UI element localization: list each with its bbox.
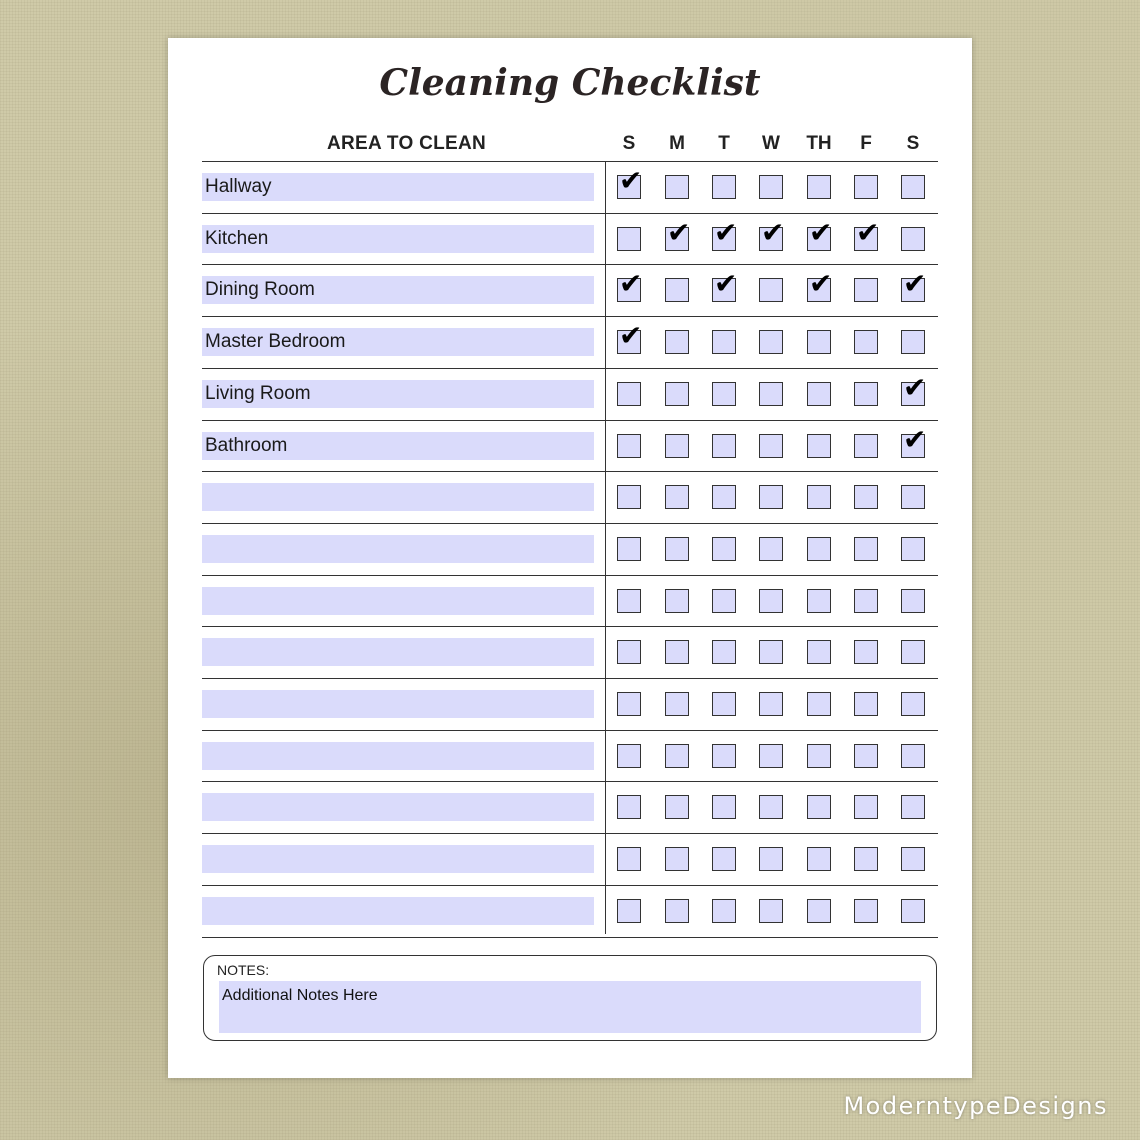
row-divider (202, 730, 938, 731)
day-checkbox[interactable] (854, 485, 878, 509)
day-checkbox[interactable] (901, 537, 925, 561)
day-checkbox[interactable] (854, 434, 878, 458)
day-checkbox[interactable] (807, 537, 831, 561)
area-field[interactable] (202, 897, 594, 925)
row-divider (202, 420, 938, 421)
day-checkbox[interactable] (665, 485, 689, 509)
day-checkbox[interactable] (807, 175, 831, 199)
area-field[interactable]: Living Room (202, 380, 594, 408)
area-field[interactable] (202, 638, 594, 666)
day-checkbox[interactable] (901, 847, 925, 871)
area-field[interactable] (202, 793, 594, 821)
day-checkbox[interactable] (901, 744, 925, 768)
day-checkbox[interactable] (854, 589, 878, 613)
row-divider (202, 161, 938, 162)
day-checkbox[interactable] (617, 164, 643, 199)
notes-box (203, 955, 937, 1041)
day-checkbox[interactable] (901, 267, 927, 302)
checkmark-icon: ✔ (667, 215, 691, 249)
day-checkbox[interactable] (665, 382, 689, 406)
day-checkbox[interactable] (807, 692, 831, 716)
day-checkbox[interactable] (807, 847, 831, 871)
day-header-6: S (906, 133, 920, 154)
day-checkbox[interactable] (665, 692, 689, 716)
day-checkbox[interactable] (854, 795, 878, 819)
day-checkbox[interactable] (807, 744, 831, 768)
day-checkbox[interactable] (617, 744, 641, 768)
area-field[interactable] (202, 845, 594, 873)
row-divider (202, 213, 938, 214)
day-checkbox[interactable] (665, 640, 689, 664)
checkmark-icon: ✔ (714, 215, 738, 249)
area-field[interactable]: Hallway (202, 173, 594, 201)
day-checkbox[interactable] (712, 215, 738, 251)
day-checkbox[interactable] (854, 175, 878, 199)
day-checkbox[interactable] (665, 744, 689, 768)
day-checkbox[interactable] (712, 847, 736, 871)
day-checkbox[interactable] (617, 382, 641, 406)
day-checkbox[interactable] (712, 795, 736, 819)
day-checkbox[interactable] (807, 382, 831, 406)
day-checkbox[interactable] (759, 175, 783, 199)
day-checkbox[interactable] (617, 227, 641, 251)
day-checkbox[interactable] (807, 330, 831, 354)
checkmark-icon: ✔ (619, 164, 643, 197)
day-checkbox[interactable] (665, 537, 689, 561)
row-divider (202, 316, 938, 317)
day-checkbox[interactable] (617, 692, 641, 716)
day-checkbox[interactable] (759, 589, 783, 613)
day-checkbox[interactable] (665, 434, 689, 458)
day-checkbox[interactable] (807, 434, 831, 458)
day-checkbox[interactable] (854, 692, 878, 716)
area-field[interactable]: Master Bedroom (202, 328, 594, 356)
row-divider (202, 471, 938, 472)
day-checkbox[interactable] (901, 227, 925, 251)
area-field[interactable]: Bathroom (202, 432, 594, 460)
day-checkbox[interactable] (712, 589, 736, 613)
day-checkbox[interactable] (617, 319, 643, 354)
row-divider (202, 678, 938, 679)
page-title: Cleaning Checklist (379, 62, 761, 104)
area-column-header: AREA TO CLEAN (327, 133, 487, 154)
area-field[interactable] (202, 690, 594, 718)
day-checkbox[interactable] (759, 744, 783, 768)
day-checkbox[interactable] (712, 330, 736, 354)
row-divider (202, 885, 938, 886)
day-checkbox[interactable] (759, 215, 785, 251)
day-checkbox[interactable] (854, 278, 878, 302)
day-checkbox[interactable] (901, 422, 927, 458)
checkmark-icon: ✔ (619, 267, 643, 301)
day-checkbox[interactable] (901, 640, 925, 664)
checkmark-icon: ✔ (714, 267, 738, 301)
day-checkbox[interactable] (759, 899, 783, 923)
day-checkbox[interactable] (759, 278, 783, 302)
day-header-4: TH (806, 133, 832, 154)
day-checkbox[interactable] (759, 382, 783, 406)
row-divider (202, 575, 938, 576)
area-field[interactable]: Kitchen (202, 225, 594, 253)
row-divider (202, 937, 938, 938)
day-checkbox[interactable] (854, 330, 878, 354)
row-divider (202, 626, 938, 627)
notes-label: NOTES: (217, 962, 270, 978)
day-checkbox[interactable] (712, 744, 736, 768)
row-divider (202, 368, 938, 369)
area-field[interactable] (202, 742, 594, 770)
day-checkbox[interactable] (854, 382, 878, 406)
day-checkbox[interactable] (617, 485, 641, 509)
day-checkbox[interactable] (759, 640, 783, 664)
checkmark-icon: ✔ (761, 215, 785, 249)
day-checkbox[interactable] (807, 795, 831, 819)
checkmark-icon: ✔ (856, 215, 880, 249)
day-checkbox[interactable] (759, 485, 783, 509)
day-checkbox[interactable] (759, 330, 783, 354)
day-checkbox[interactable] (712, 267, 738, 302)
day-checkbox[interactable] (901, 899, 925, 923)
day-checkbox[interactable] (759, 692, 783, 716)
day-checkbox[interactable] (854, 640, 878, 664)
day-checkbox[interactable] (665, 899, 689, 923)
day-checkbox[interactable] (759, 795, 783, 819)
row-divider (202, 833, 938, 834)
day-checkbox[interactable] (901, 330, 925, 354)
day-checkbox[interactable] (807, 589, 831, 613)
day-checkbox[interactable] (854, 899, 878, 923)
day-checkbox[interactable] (617, 434, 641, 458)
day-checkbox[interactable] (854, 847, 878, 871)
day-checkbox[interactable] (665, 589, 689, 613)
day-checkbox[interactable] (901, 795, 925, 819)
day-checkbox[interactable] (665, 330, 689, 354)
checkmark-icon: ✔ (809, 215, 833, 249)
day-header-1: M (669, 133, 685, 154)
day-checkbox[interactable] (712, 537, 736, 561)
day-checkbox[interactable] (617, 537, 641, 561)
day-checkbox[interactable] (665, 175, 689, 199)
day-checkbox[interactable] (617, 267, 643, 302)
day-checkbox[interactable] (712, 692, 736, 716)
day-header-2: T (718, 133, 730, 154)
checkmark-icon: ✔ (809, 267, 833, 301)
column-divider (605, 161, 606, 934)
day-header-5: F (860, 133, 872, 154)
day-checkbox[interactable] (712, 175, 736, 199)
checkmark-icon: ✔ (903, 267, 927, 301)
day-checkbox[interactable] (617, 795, 641, 819)
row-divider (202, 781, 938, 782)
day-checkbox[interactable] (617, 640, 641, 664)
day-checkbox[interactable] (901, 589, 925, 613)
checkmark-icon: ✔ (619, 319, 643, 353)
day-checkbox[interactable] (759, 847, 783, 871)
notes-field[interactable]: Additional Notes Here (219, 981, 921, 1033)
day-checkbox[interactable] (901, 370, 927, 406)
area-field[interactable] (202, 587, 594, 615)
area-field[interactable]: Dining Room (202, 276, 594, 304)
day-checkbox[interactable] (759, 434, 783, 458)
day-checkbox[interactable] (807, 267, 833, 302)
day-checkbox[interactable] (712, 382, 736, 406)
day-checkbox[interactable] (854, 744, 878, 768)
day-header-0: S (622, 133, 636, 154)
day-checkbox[interactable] (712, 434, 736, 458)
area-field[interactable] (202, 535, 594, 563)
day-checkbox[interactable] (617, 847, 641, 871)
day-checkbox[interactable] (665, 278, 689, 302)
day-checkbox[interactable] (901, 692, 925, 716)
checkmark-icon: ✔ (903, 422, 927, 456)
day-checkbox[interactable] (665, 215, 691, 251)
day-checkbox[interactable] (617, 899, 641, 923)
day-checkbox[interactable] (712, 899, 736, 923)
area-field[interactable] (202, 483, 594, 511)
row-divider (202, 523, 938, 524)
watermark: ModerntypeDesigns (843, 1092, 1108, 1120)
day-checkbox[interactable] (807, 899, 831, 923)
day-checkbox[interactable] (901, 485, 925, 509)
day-checkbox[interactable] (854, 215, 880, 251)
day-checkbox[interactable] (854, 537, 878, 561)
day-checkbox[interactable] (712, 485, 736, 509)
day-checkbox[interactable] (807, 485, 831, 509)
day-checkbox[interactable] (759, 537, 783, 561)
day-checkbox[interactable] (807, 640, 831, 664)
day-checkbox[interactable] (901, 175, 925, 199)
row-divider (202, 264, 938, 265)
day-checkbox[interactable] (807, 215, 833, 251)
day-checkbox[interactable] (617, 589, 641, 613)
day-checkbox[interactable] (665, 795, 689, 819)
day-checkbox[interactable] (665, 847, 689, 871)
day-checkbox[interactable] (712, 640, 736, 664)
checkmark-icon: ✔ (903, 370, 927, 404)
day-header-3: W (762, 133, 780, 154)
